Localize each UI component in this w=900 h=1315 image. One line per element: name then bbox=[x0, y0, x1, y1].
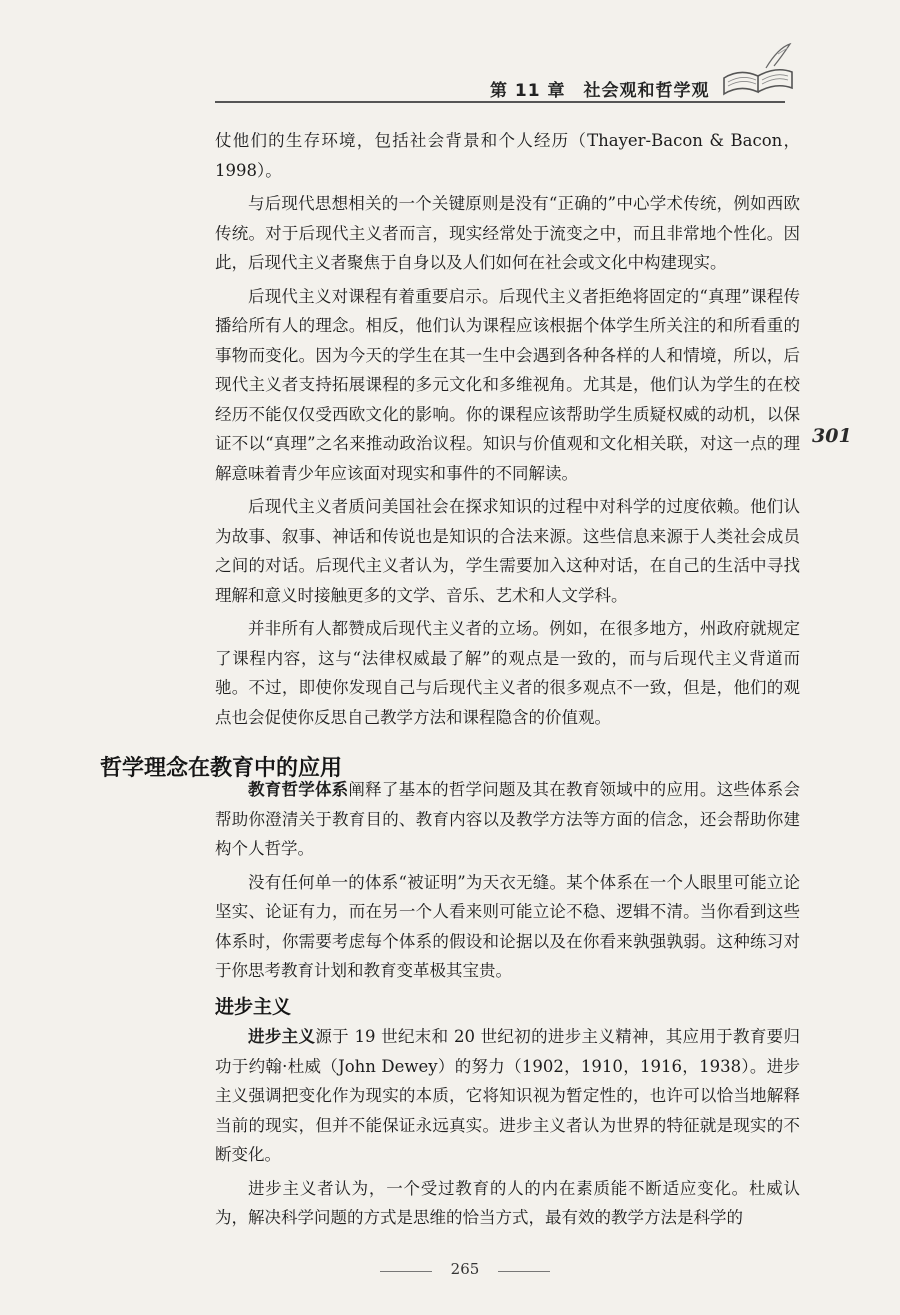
key-term: 进步主义 bbox=[248, 1027, 316, 1046]
postmodernism-text bbox=[215, 126, 800, 732]
paragraph: 教育哲学体系阐释了基本的哲学问题及其在教育领域中的应用。这些体系会帮助你澄清关于教育目的、教育内容以及教学方法等方面的信念，还会帮助你建构个人哲学。 bbox=[215, 780, 800, 858]
subsection-heading: 进步主义 bbox=[215, 996, 292, 1018]
chapter-title: 社会观和哲学观 bbox=[583, 81, 710, 101]
paragraph: 进步主义源于 19 世纪末和 20 世纪初的进步主义精神，其应用于教育要归功于约翰·杜威（John Dewey）的努力（1902，1910，1916，1938）。进步主义强调把变化作为现实的本质，它将知识视为暂定性的，也许可以恰当地解释当前的现实，但并不能保证永远真实。进步主义者认为世界的特征就是现实的不断变化。 bbox=[215, 1027, 800, 1164]
paragraph: 并非所有人都赞成后现代主义者的立场。例如，在很多地方，州政府就规定了课程内容，这与“法律权威最了解”的观点是一致的，而与后现代主义背道而驰。不过，即使你发现自己与后现代主义者的很多观点不一致，但是，他们的观点也会促使你反思自己教学方法和课程隐含的价值观。 bbox=[215, 619, 800, 727]
header-rule bbox=[215, 101, 785, 103]
paragraph: 后现代主义者质问美国社会在探求知识的过程中对科学的过度依赖。他们认为故事、叙事、神话和传说也是知识的合法来源。这些信息来源于人类社会成员之间的对话。后现代主义者认为，学生需要加入这种对话，在自己的生活中寻找理解和意义时接触更多的文学、音乐、艺术和人文学科。 bbox=[215, 497, 800, 605]
margin-page-number: 301 bbox=[812, 425, 852, 447]
open-book-icon bbox=[718, 38, 800, 98]
running-header bbox=[490, 76, 710, 101]
progressivism-text bbox=[215, 1022, 800, 1233]
paragraph: 与后现代思想相关的一个关键原则是没有“正确的”中心学术传统，例如西欧传统。对于后现代主义者而言，现实经常处于流变之中，而且非常地个性化。因此，后现代主义者聚焦于自身以及人们如何在社会或文化中构建现实。 bbox=[215, 194, 800, 272]
paragraph: 进步主义者认为，一个受过教育的人的内在素质能不断适应变化。杜威认为，解决科学问题的方式是思维的恰当方式，最有效的教学方法是科学的 bbox=[215, 1178, 800, 1227]
chapter-number: 第 11 章 bbox=[490, 81, 566, 101]
paragraph: 后现代主义对课程有着重要启示。后现代主义者拒绝将固定的“真理”课程传播给所有人的理念。相反，他们认为课程应该根据个体学生所关注的和所看重的事物而变化。因为今天的学生在其一生中会遇到各种各样的人和情境，所以，后现代主义者支持拓展课程的多元文化和多维视角。尤其是，他们认为学生的在校经历不能仅仅受西欧文化的影响。你的课程应该帮助学生质疑权威的动机，以保证不以“真理”之名来推动政治议程。知识与价值观和文化相关联，对这一点的理解意味着青少年应该面对现实和事件的不同解读。 bbox=[215, 286, 800, 483]
page-number: 265 bbox=[450, 1260, 480, 1278]
philosophy-application-text bbox=[215, 775, 800, 986]
section-heading: 哲学理念在教育中的应用 bbox=[100, 756, 343, 781]
page-footer bbox=[370, 1260, 560, 1284]
paragraph: 没有任何单一的体系“被证明”为天衣无缝。某个体系在一个人眼里可能立论坚实、论证有力，而在另一个人看来则可能立论不稳、逻辑不清。当你看到这些体系时，你需要考虑每个体系的假设和论据以及在你看来孰强孰弱。这种练习对于你思考教育计划和教育变革极其宝贵。 bbox=[215, 872, 800, 980]
key-term: 教育哲学体系 bbox=[248, 780, 349, 799]
footer-ornament bbox=[498, 1271, 550, 1272]
paragraph: 仗他们的生存环境，包括社会背景和个人经历（Thayer-Bacon & Bacon，1998）。 bbox=[215, 131, 800, 180]
